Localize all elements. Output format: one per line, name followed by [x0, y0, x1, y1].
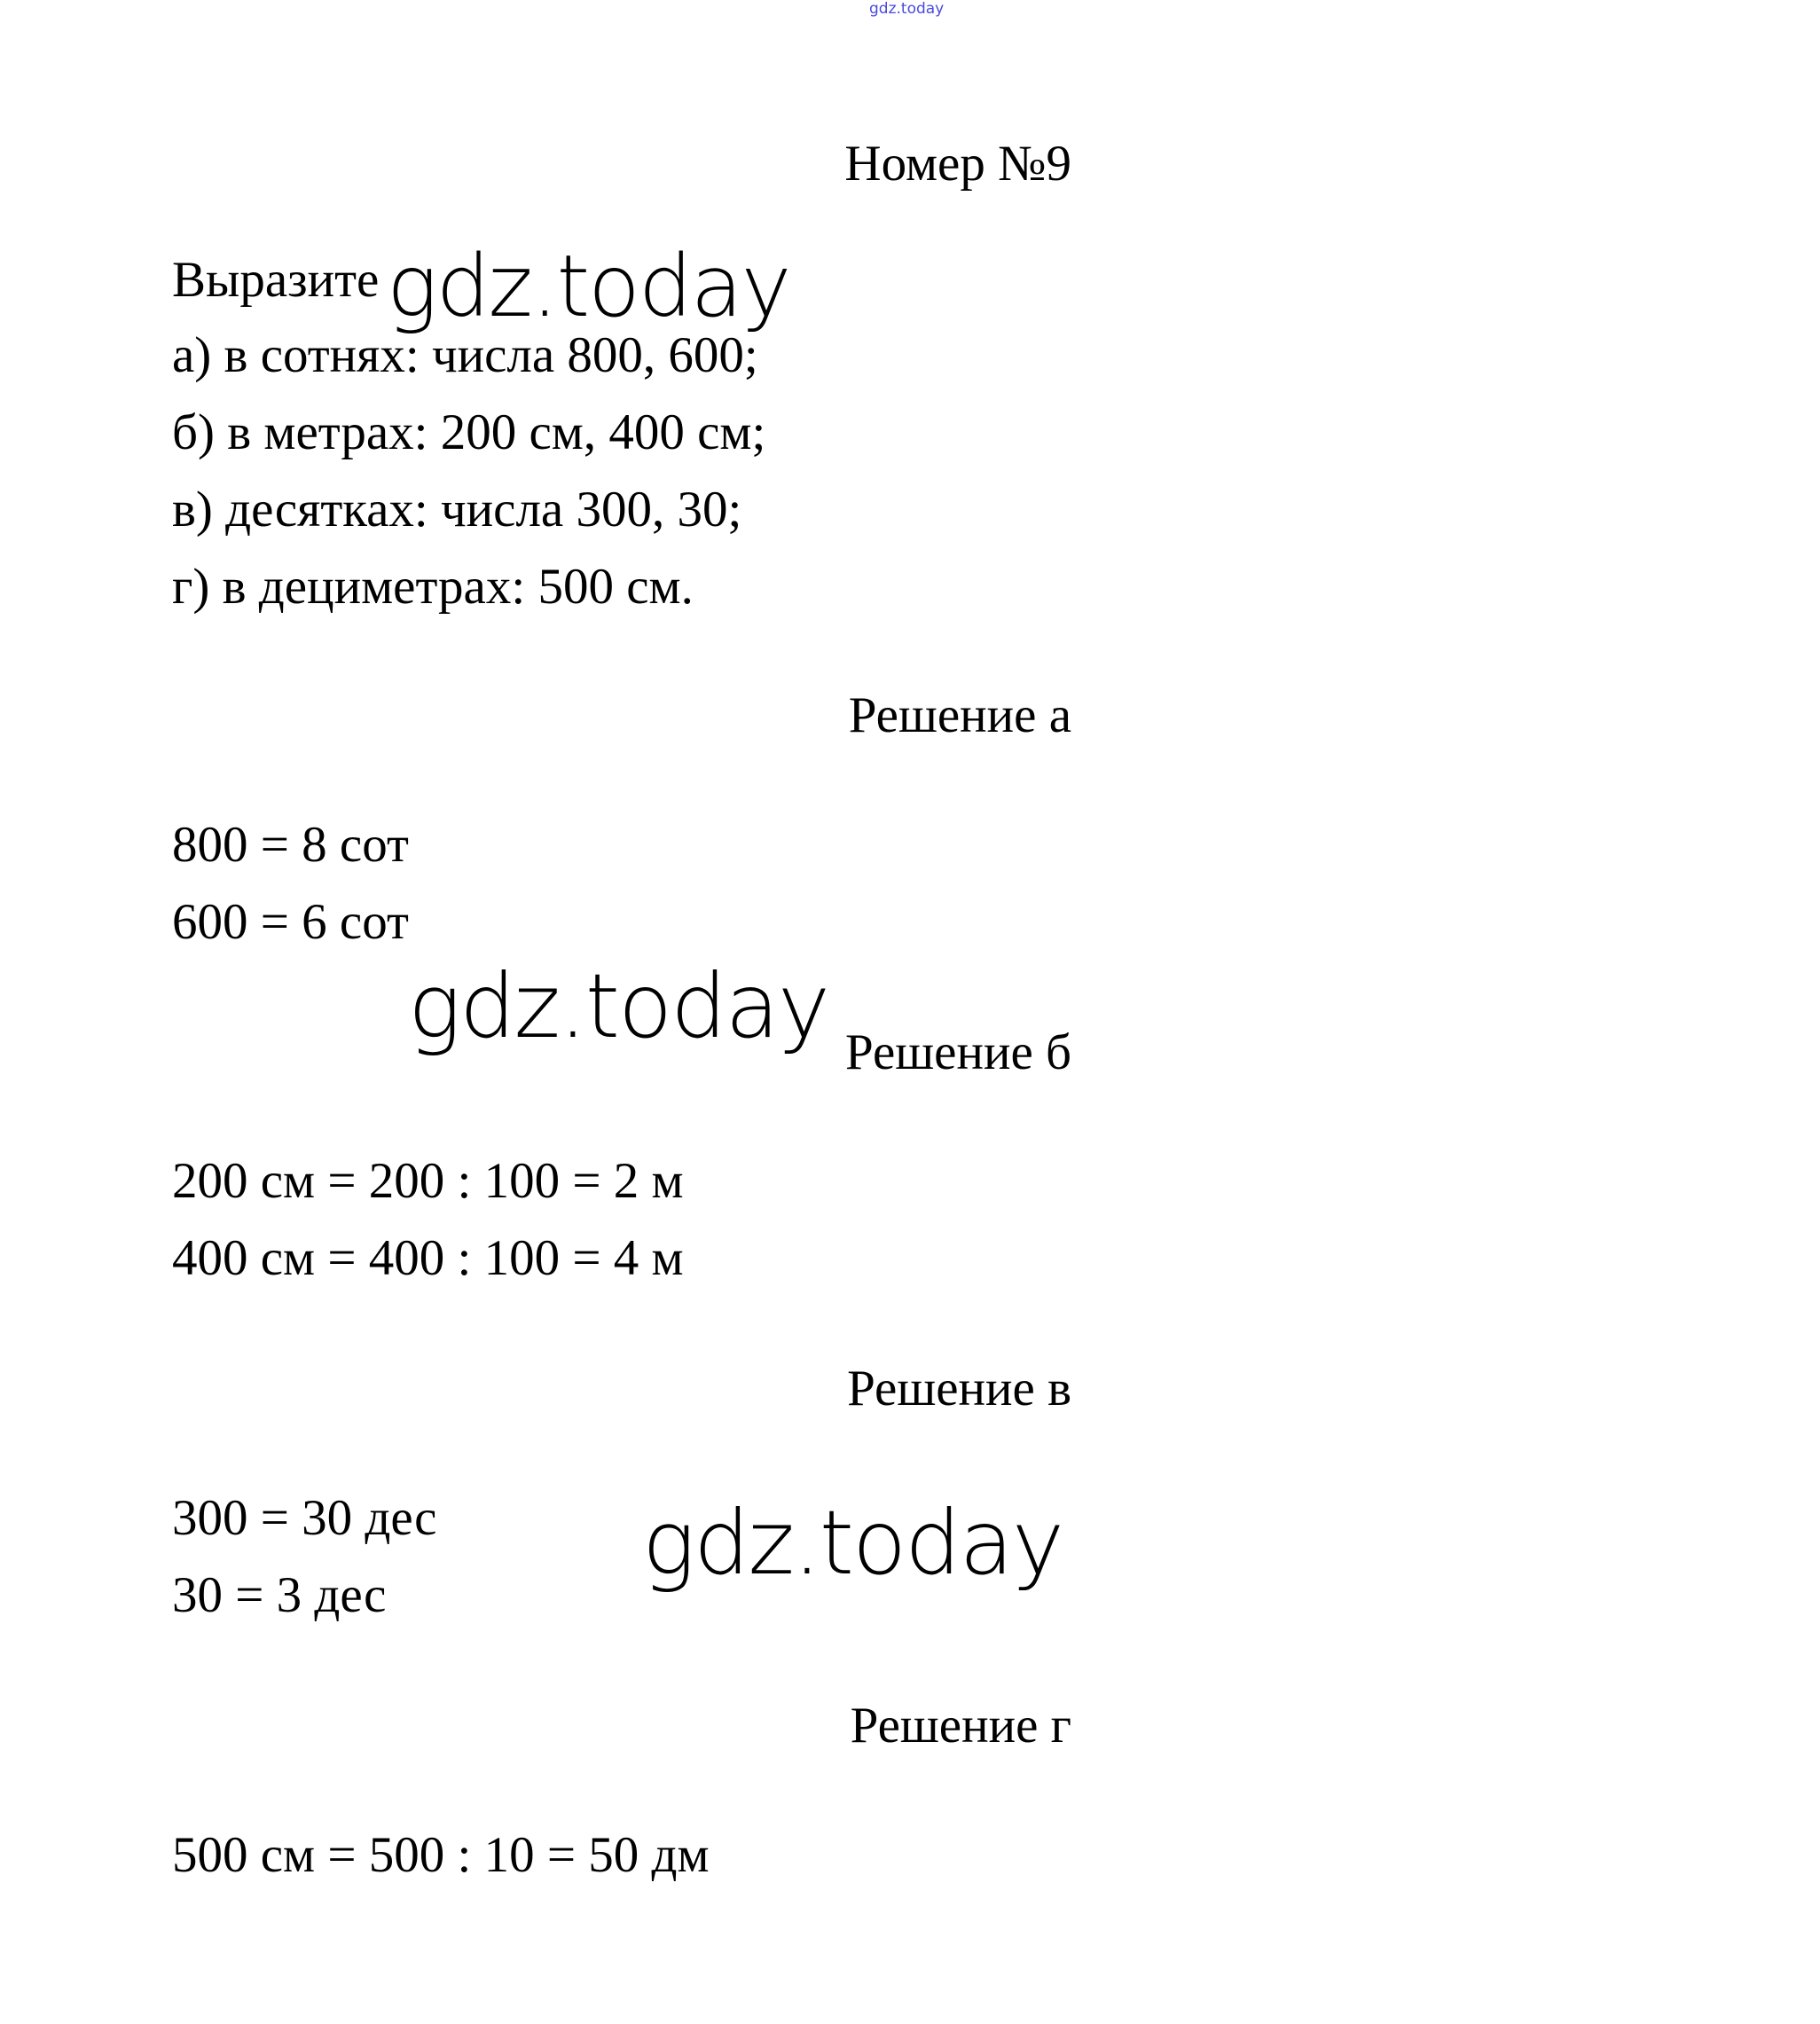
solution-a-line-2: 600 = 6 сот: [172, 894, 409, 950]
solution-a-heading: Решение а: [848, 687, 1071, 743]
task-intro: Выразите: [172, 252, 380, 308]
task-item-v: в) десятках: числа 300, 30;: [172, 482, 742, 537]
watermark-2: gdz.today: [408, 954, 829, 1058]
watermark-1: gdz.today: [387, 237, 790, 336]
solution-b-heading: Решение б: [845, 1024, 1071, 1080]
solution-a-line-1: 800 = 8 сот: [172, 817, 409, 873]
solution-v-line-2: 30 = 3 дес: [172, 1567, 387, 1623]
task-item-a: а) в сотнях: числа 800, 600;: [172, 327, 758, 383]
task-item-b: б) в метрах: 200 см, 400 см;: [172, 404, 766, 460]
solution-v-heading: Решение в: [847, 1361, 1071, 1416]
solution-v-line-1: 300 = 30 дес: [172, 1490, 437, 1546]
task-item-g: г) в дециметрах: 500 см.: [172, 559, 694, 615]
solution-g-heading: Решение г: [850, 1698, 1071, 1753]
watermark-3: gdz.today: [642, 1491, 1063, 1595]
page-title: Номер №9: [844, 136, 1071, 192]
solution-b-line-1: 200 см = 200 : 100 = 2 м: [172, 1153, 684, 1209]
solution-g-line-1: 500 см = 500 : 10 = 50 дм: [172, 1827, 710, 1883]
header-watermark: gdz.today: [869, 0, 945, 18]
solution-b-line-2: 400 см = 400 : 100 = 4 м: [172, 1230, 684, 1286]
